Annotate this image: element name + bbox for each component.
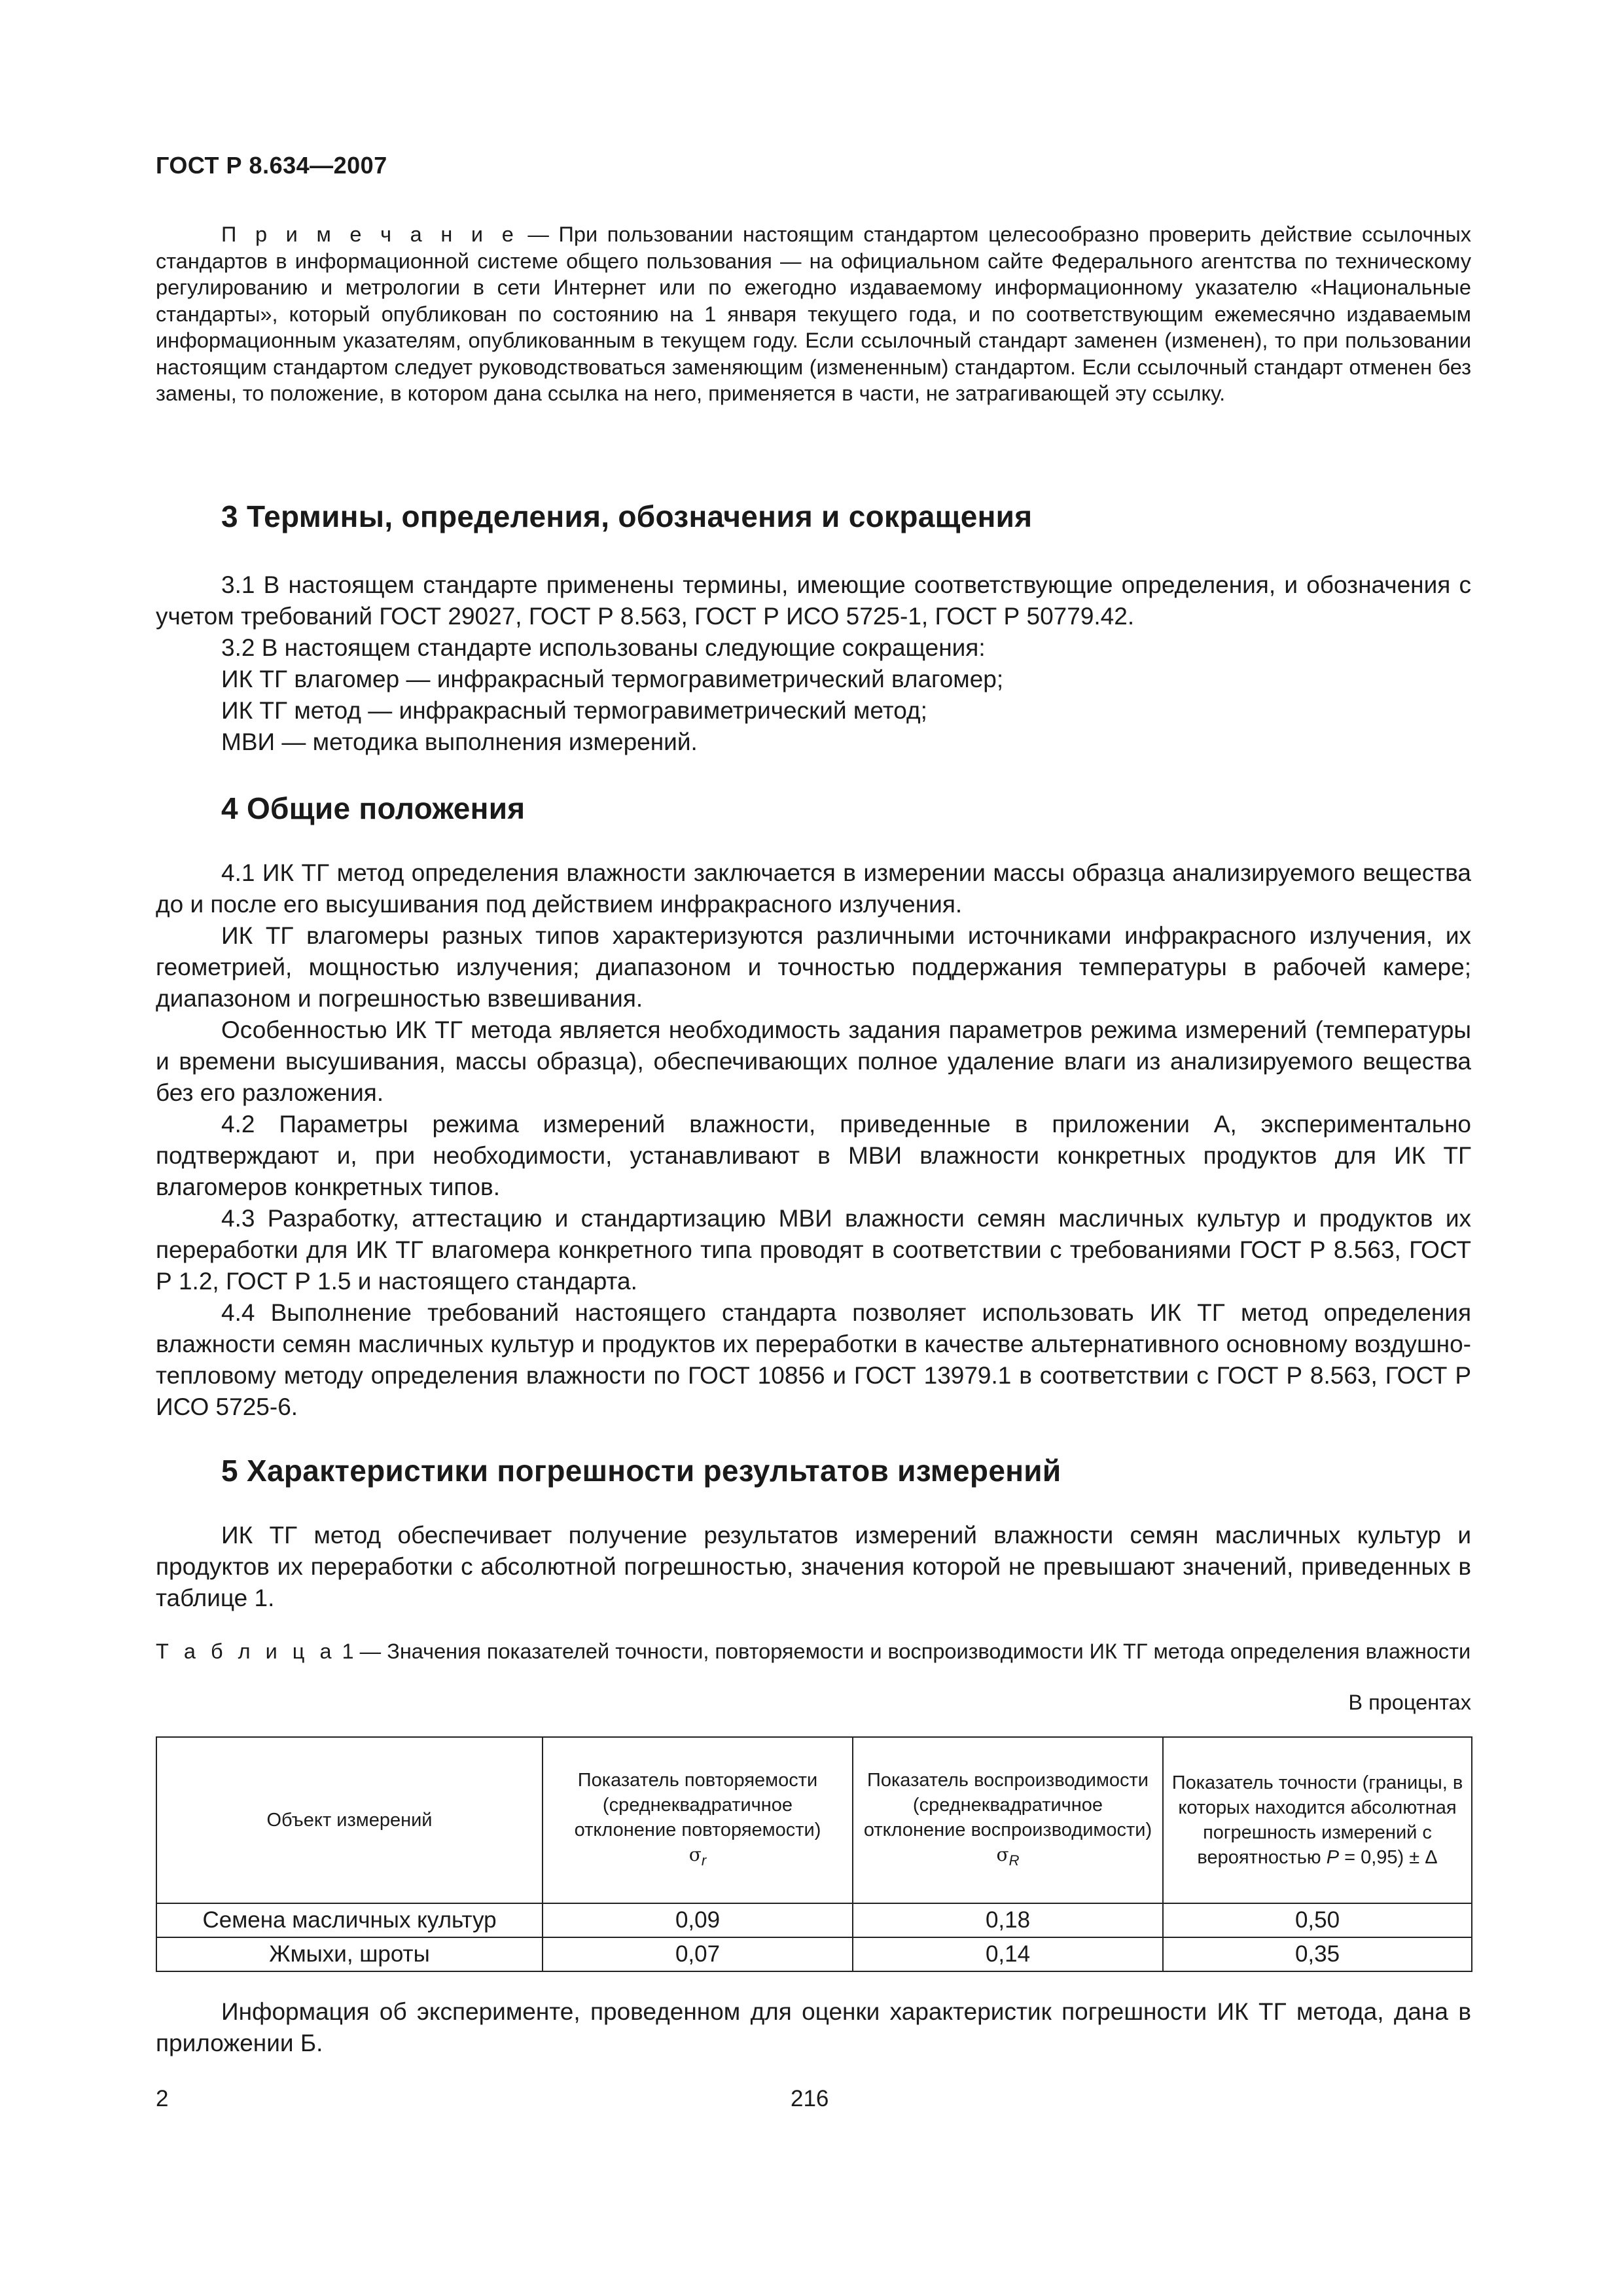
document-code: ГОСТ Р 8.634—2007 bbox=[156, 152, 387, 179]
note-label: П р и м е ч а н и е bbox=[221, 223, 518, 246]
cell-reproducibility: 0,14 bbox=[853, 1937, 1163, 1971]
after-table-body bbox=[156, 1996, 1471, 2059]
cell-repeatability: 0,07 bbox=[543, 1937, 853, 1971]
header-accuracy-label: Показатель точности (границы, в которых находится абсолютная погрешность измерений с вероятностью bbox=[1171, 1772, 1463, 1868]
header-reproducibility-label: Показатель воспроизводимости (среднеквадратичное отклонение воспроизводимости) bbox=[863, 1769, 1152, 1840]
header-accuracy bbox=[1163, 1737, 1472, 1903]
abbreviation-item: ИК ТГ влагомер — инфракрасный термогравиметрический влагомер; bbox=[221, 666, 1004, 692]
section-4-paragraph: 4.3 Разработку, аттестацию и стандартизацию МВИ влажности семян масличных культур и продуктов их переработки для ИК ТГ влагомера конкретного типа проводят в соответствии с требованиями ГОСТ Р 8.563, ГОСТ Р 1.2, ГОСТ Р 1.5 и настоящего стандарта. bbox=[156, 1205, 1471, 1295]
scan-page-number: 216 bbox=[791, 2086, 829, 2111]
section-5-title: 5 Характеристики погрешности результатов измерений bbox=[221, 1454, 1061, 1488]
sigma-subscript: r bbox=[701, 1852, 707, 1869]
section-4-paragraph: 4.4 Выполнение требований настоящего стандарта позволяет использовать ИК ТГ метод определения влажности семян масличных культур и продуктов их переработки в качестве альтернативного основному воздушно-тепловому методу определения влажности по ГОСТ 10856 и ГОСТ 13979.1 в соответствии с ГОСТ Р 8.563, ГОСТ Р ИСО 5725-6. bbox=[156, 1299, 1471, 1420]
section-4-paragraph: Особенностью ИК ТГ метода является необходимость задания параметров режима измерений (температуры и времени высушивания, массы образца), обеспечивающих полное удаление влаги из анализируемого вещества без его разложения. bbox=[156, 1016, 1471, 1106]
section-3-body bbox=[156, 569, 1471, 758]
section-5-paragraph: ИК ТГ метод обеспечивает получение результатов измерений влажности семян масличных культур и продуктов их переработки с абсолютной погрешностью, значения которой не превышают значений, приведенных в таблице 1. bbox=[156, 1522, 1471, 1611]
section-5-body bbox=[156, 1520, 1471, 1614]
cell-reproducibility: 0,18 bbox=[853, 1903, 1163, 1937]
table-row bbox=[156, 1903, 1472, 1937]
sigma-subscript: R bbox=[1008, 1852, 1020, 1869]
cell-repeatability: 0,09 bbox=[543, 1903, 853, 1937]
table-units: В процентах bbox=[1348, 1691, 1471, 1714]
section-4-body bbox=[156, 857, 1471, 1423]
section-3-paragraph: 3.1 В настоящем стандарте применены термины, имеющие соответствующие определения, и обозначения с учетом требований ГОСТ 29027, ГОСТ Р 8.563, ГОСТ Р ИСО 5725-1, ГОСТ Р 50779.42. bbox=[156, 571, 1471, 630]
cell-object: Семена масличных культур bbox=[156, 1903, 543, 1937]
sigma-symbol: σ bbox=[996, 1843, 1009, 1865]
header-repeatability bbox=[543, 1737, 853, 1903]
after-table-paragraph: Информация об эксперименте, проведенном для оценки характеристик погрешности ИК ТГ метода, дана в приложении Б. bbox=[156, 1998, 1471, 2056]
table-header-row bbox=[156, 1737, 1472, 1903]
table-caption bbox=[156, 1638, 1471, 1664]
section-3-paragraph: 3.2 В настоящем стандарте использованы следующие сокращения: bbox=[221, 634, 986, 661]
note-paragraph bbox=[156, 221, 1471, 407]
sigma-symbol: σ bbox=[688, 1843, 702, 1865]
cell-object: Жмыхи, шроты bbox=[156, 1937, 543, 1971]
header-reproducibility bbox=[853, 1737, 1163, 1903]
header-accuracy-tail: = 0,95) ± Δ bbox=[1344, 1847, 1438, 1868]
page-number: 2 bbox=[156, 2086, 169, 2111]
cell-accuracy: 0,35 bbox=[1163, 1937, 1472, 1971]
table-caption-text: 1 — Значения показателей точности, повторяемости и воспроизводимости ИК ТГ метода определения влажности bbox=[336, 1640, 1471, 1663]
note-text: — При пользовании настоящим стандартом целесообразно проверить действие ссылочных стандартов в информационной системе общего пользования — на официальном сайте Федерального агентства по техническому регулированию и метрологии в сети Интернет или по ежегодно издаваемому информационному указателю «Национальные стандарты», который опубликован по состоянию на 1 января текущего года, и по соответствующим ежемесячно издаваемым информационным указателям, опубликованным в текущем году. Если ссылочный стандарт заменен (изменен), то при пользовании настоящим стандартом следует руководствоваться заменяющим (измененным) стандартом. Если ссылочный стандарт отменен без замены, то положение, в котором дана ссылка на него, применяется в части, не затрагивающей эту ссылку. bbox=[156, 223, 1471, 405]
cell-accuracy: 0,50 bbox=[1163, 1903, 1472, 1937]
section-4-paragraph: 4.2 Параметры режима измерений влажности, приведенные в приложении А, экспериментально подтверждают и, при необходимости, устанавливают в МВИ влажности конкретных продуктов для ИК ТГ влагомеров конкретных типов. bbox=[156, 1111, 1471, 1200]
abbreviation-item: МВИ — методика выполнения измерений. bbox=[221, 728, 698, 755]
section-4-paragraph: ИК ТГ влагомеры разных типов характеризуются различными источниками инфракрасного излучения, их геометрией, мощностью излучения; диапазоном и точностью поддержания температуры в рабочей камере; диапазоном и погрешностью взвешивания. bbox=[156, 922, 1471, 1012]
header-object bbox=[156, 1737, 543, 1903]
table-caption-label: Т а б л и ц а bbox=[156, 1640, 336, 1663]
section-3-title: 3 Термины, определения, обозначения и сокращения bbox=[221, 499, 1033, 533]
table-row bbox=[156, 1937, 1472, 1971]
header-repeatability-label: Показатель повторяемости (среднеквадратичное отклонение повторяемости) bbox=[574, 1769, 821, 1840]
abbreviation-item: ИК ТГ метод — инфракрасный термогравиметрический метод; bbox=[221, 697, 927, 724]
probability-symbol: P bbox=[1326, 1847, 1340, 1868]
data-table bbox=[156, 1736, 1472, 1972]
section-4-title: 4 Общие положения bbox=[221, 791, 526, 825]
section-4-paragraph: 4.1 ИК ТГ метод определения влажности заключается в измерении массы образца анализируемого вещества до и после его высушивания под действием инфракрасного излучения. bbox=[156, 859, 1471, 918]
header-object-label: Объект измерений bbox=[266, 1810, 433, 1831]
